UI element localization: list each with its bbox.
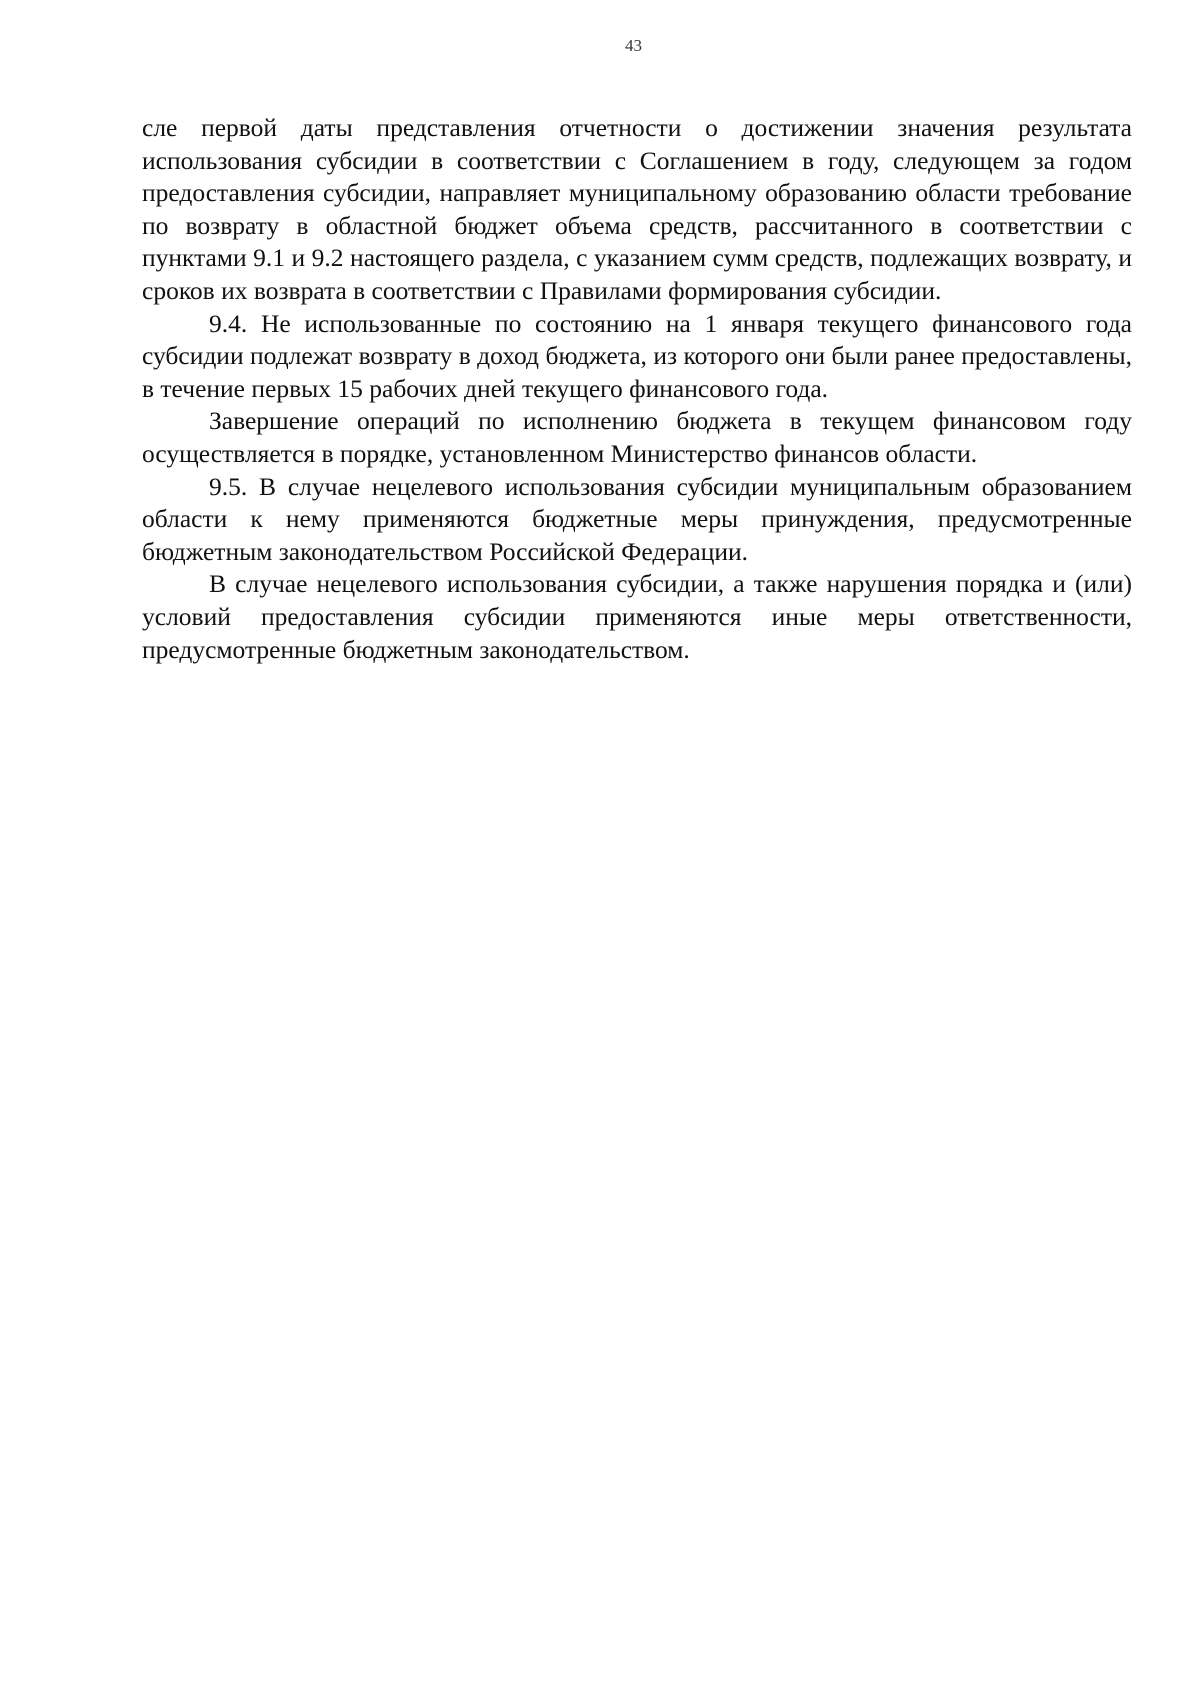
document-body (142, 112, 1132, 666)
paragraph-9-4: 9.4. Не использованные по состоянию на 1 января текущего финансового года субсидии подлежат возврату в доход бюджета, из которого они были ранее предоставлены, в течение первых 15 рабочих дней текущего финансового года. (142, 308, 1132, 403)
paragraph-budget-completion: Завершение операций по исполнению бюджета в текущем финансовом году осуществляется в порядке, установленном Министерство финансов области. (142, 406, 1132, 468)
paragraph-9-5: 9.5. В случае нецелевого использования субсидии муниципальным образованием области к нему применяются бюджетные меры принуждения, предусмотренные бюджетным законодательством Российской Федерации. (142, 471, 1132, 566)
page-number: 43 (625, 36, 642, 55)
paragraph-liability: В случае нецелевого использования субсидии, а также нарушения порядка и (или) условий предоставления субсидии применяются иные меры ответственности, предусмотренные бюджетным законодательством. (142, 569, 1132, 664)
paragraph-continuation: сле первой даты представления отчетности о достижении значения результата использования субсидии в соответствии с Соглашением в году, следующем за годом предоставления субсидии, направляет муниципальному образованию области требование по возврату в областной бюджет объема средств, рассчитанного в соответствии с пунктами 9.1 и 9.2 настоящего раздела, с указанием сумм средств, подлежащих возврату, и сроков их возврата в соответствии с Правилами формирования субсидии. (142, 113, 1132, 305)
